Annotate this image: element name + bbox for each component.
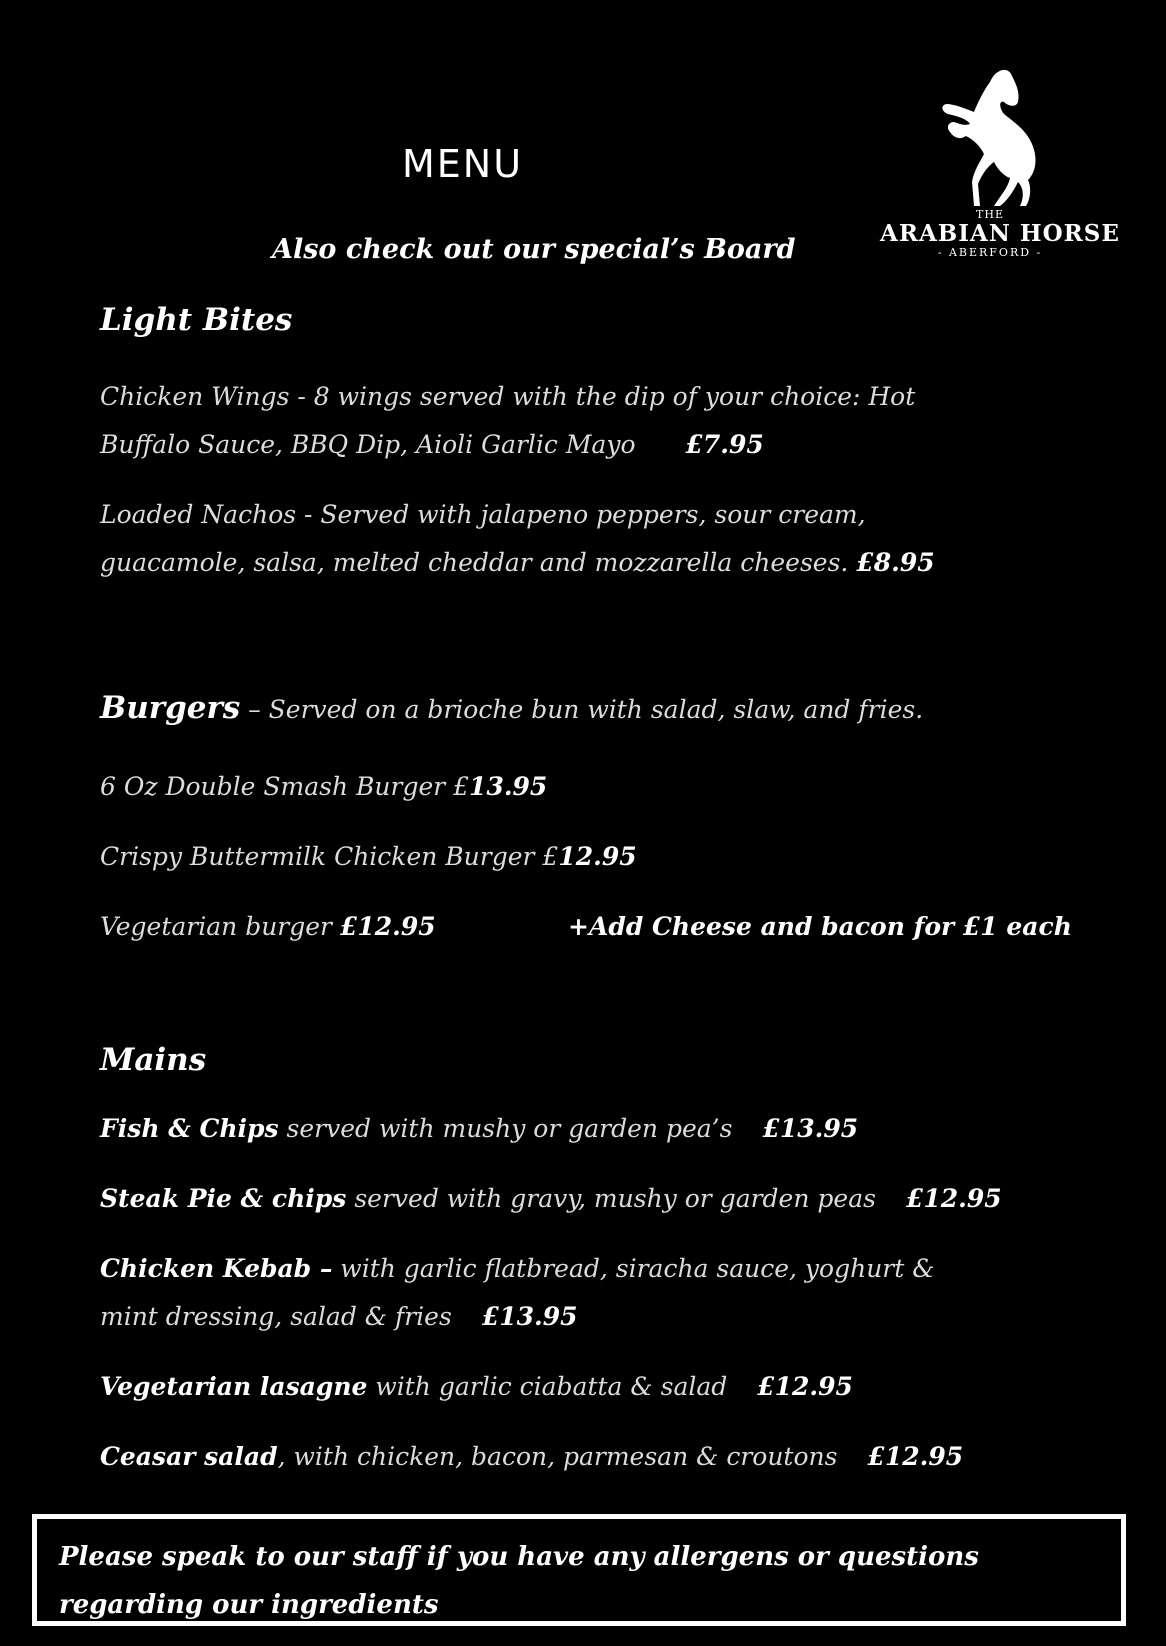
list-item — [100, 1254, 935, 1283]
menu-item-description: served with mushy or garden pea’s — [278, 1114, 733, 1143]
section-heading-burgers-row — [100, 690, 923, 726]
allergen-notice: Please speak to our staff if you have any allergens or questions regarding our ingredients — [59, 1542, 979, 1620]
menu-item-name: 6 Oz Double Smash Burger £ — [100, 772, 470, 801]
menu-item-price: 12.95 — [558, 842, 637, 871]
menu-item-name: Vegetarian lasagne — [100, 1372, 368, 1401]
menu-item-price: £12.95 — [757, 1372, 853, 1401]
menu-item-description: with garlic flatbread, siracha sauce, yoghurt & — [332, 1254, 935, 1283]
list-item — [100, 1302, 578, 1331]
logo-the: THE — [976, 208, 1004, 221]
logo — [880, 62, 1120, 262]
menu-item-description: Buffalo Sauce, BBQ Dip, Aioli Garlic Mayo — [100, 430, 636, 459]
list-item — [100, 1372, 853, 1401]
menu-item-description: served with gravy, mushy or garden peas — [346, 1184, 876, 1213]
list-item — [100, 548, 935, 577]
menu-item-description: Loaded Nachos - Served with jalapeno peppers, sour cream, — [100, 500, 866, 529]
specials-note: Also check out our special’s Board — [272, 234, 796, 265]
list-item — [100, 430, 764, 459]
menu-item-description: Chicken Wings - 8 wings served with the dip of your choice: Hot — [100, 382, 916, 411]
allergen-notice-box — [32, 1514, 1126, 1626]
list-item — [100, 912, 436, 941]
menu-item-name: Ceasar salad — [100, 1442, 278, 1471]
menu-item-name: Steak Pie & chips — [100, 1184, 347, 1213]
menu-item-description: with garlic ciabatta & salad — [367, 1372, 728, 1401]
menu-item-price: £7.95 — [685, 430, 764, 459]
menu-item-description: , with chicken, bacon, parmesan & croutons — [277, 1442, 838, 1471]
list-item — [100, 1114, 858, 1143]
menu-item-price: £12.95 — [339, 912, 436, 941]
rearing-horse-icon — [934, 66, 1044, 208]
page-title: MENU — [402, 142, 524, 186]
menu-item-name: Chicken Kebab – — [100, 1254, 333, 1283]
section-heading-light-bites: Light Bites — [100, 302, 293, 338]
list-item — [100, 842, 637, 871]
list-item — [100, 772, 547, 801]
menu-item-price: £13.95 — [762, 1114, 859, 1143]
logo-name: ARABIAN HORSE — [880, 220, 1120, 247]
list-item — [100, 1442, 963, 1471]
section-heading-burgers: Burgers — [100, 690, 241, 726]
menu-item-price: £8.95 — [856, 548, 935, 577]
section-subtitle: – Served on a brioche bun with salad, slaw, and fries. — [240, 695, 924, 724]
addon-note: +Add Cheese and bacon for £1 each — [568, 912, 1072, 941]
section-heading-mains: Mains — [100, 1042, 207, 1078]
menu-item-name: Crispy Buttermilk Chicken Burger £ — [100, 842, 559, 871]
menu-item-price: £12.95 — [905, 1184, 1002, 1213]
list-item — [100, 1184, 1002, 1213]
menu-item-description: mint dressing, salad & fries — [100, 1302, 452, 1331]
logo-place: - ABERFORD - — [937, 246, 1043, 259]
menu-item-description: guacamole, salsa, melted cheddar and mozzarella cheeses. — [100, 548, 849, 577]
menu-item-name: Fish & Chips — [100, 1114, 279, 1143]
menu-item-price: £12.95 — [867, 1442, 964, 1471]
menu-item-price: £13.95 — [481, 1302, 578, 1331]
menu-item-name: Vegetarian burger — [100, 912, 340, 941]
menu-item-price: 13.95 — [469, 772, 548, 801]
